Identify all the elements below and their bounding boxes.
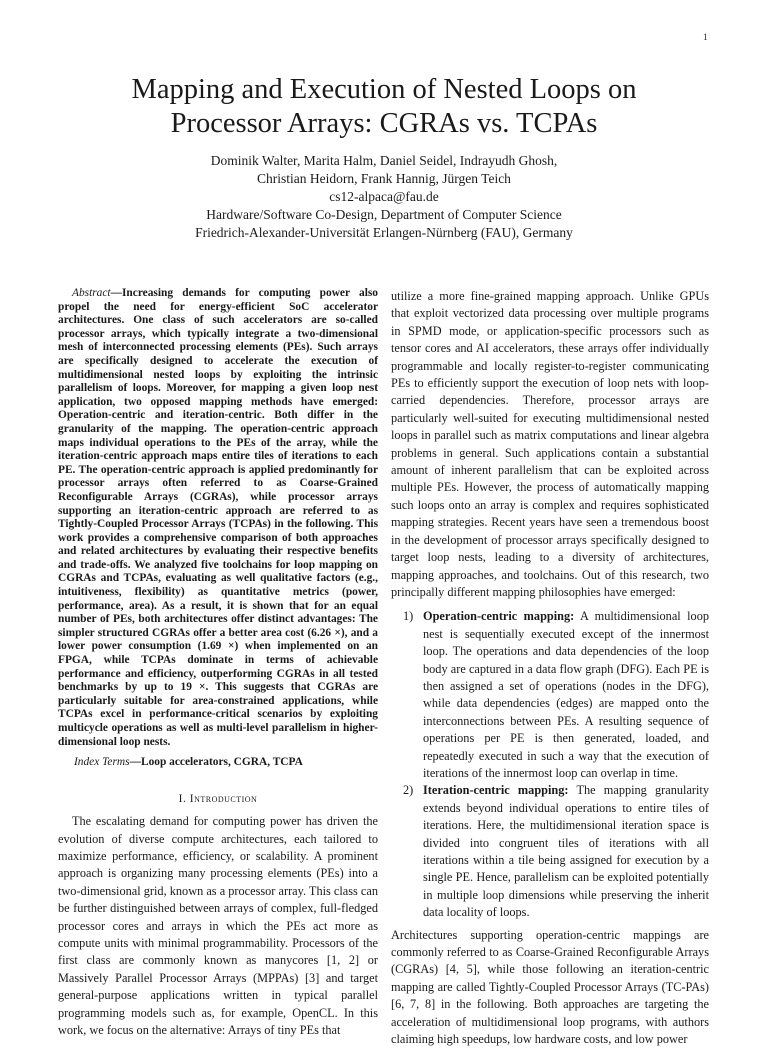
list-item-title: Iteration-centric mapping: <box>423 783 569 798</box>
title-line-2: Processor Arrays: CGRAs vs. TCPAs <box>170 108 598 139</box>
affiliation-line-1: Hardware/Software Co-Design, Department of Computer Science <box>206 207 562 222</box>
mapping-philosophies-list <box>391 608 709 921</box>
page-number: 1 <box>703 32 708 42</box>
paper-title <box>0 73 768 141</box>
list-item <box>391 608 709 782</box>
section-heading-introduction: I. Introduction <box>178 793 258 806</box>
index-terms <box>58 755 378 769</box>
index-terms-label: Index Terms <box>74 756 130 769</box>
abstract-text: —Increasing demands for computing power also propel the need for energy-efficient SoC accelerator architectures. One class of such accelerators are so-called processor arrays, which typically integrate a two-dimensional mesh of interconnected processing elements (PEs). Such arrays are specifically designed to accelerate the execution of multidimensional nested loops by exploiting the intrinsic parallelism of loops. Moreover, for mapping a given loop nest application, two opposed mapping methods have emerged: Operation-centric and iteration-centric. Both differ in the granularity of the mapping. The operation-centric approach maps individual operations to the PEs of the array, while the iteration-centric approach maps entire tiles of iterations to each PE. The operation-centric approach is applied predominantly for processor arrays often referred to as Coarse-Grained Reconfigurable Arrays (CGRAs), while processor arrays supporting an iteration-centric approach are referred to as Tightly-Coupled Processor Arrays (TCPAs) in the following. This work provides a comprehensive comparison of both approaches and related architectures by evaluating their respective benefits and trade-offs. We analyzed five toolchains for loop mapping on CGRAs and TCPAs, evaluating as well qualitative factors (e.g., intuitiveness, flexibility) as quantitative metrics (power, performance, area). As a result, it is shown that for an equal number of PEs, both architectures offer distinct advantages: The simpler structured CGRAs offer a better area cost (6.26 ×), and a lower power consumption (1.69 ×) when implemented on an FPGA, while TCPAs dominate in terms of achievable performance and efficiency, outperforming CGRAs in all tested benchmarks by up to 19 ×. This suggests that CGRAs are particularly suitable for area-constrained applications, while TCPAs excel in performance-critical scenarios by exploiting multicycle operations as well as multi-level parallelism in higher-dimensional loop nests. <box>58 287 378 748</box>
list-item-number: 1) <box>403 609 414 624</box>
left-column <box>58 287 378 1039</box>
title-line-1: Mapping and Execution of Nested Loops on <box>131 74 637 105</box>
index-terms-text: —Loop accelerators, CGRA, TCPA <box>129 756 303 769</box>
author-block <box>0 152 768 242</box>
author-email: cs12-alpaca@fau.de <box>329 189 439 204</box>
right-paragraph-1: utilize a more fine-grained mapping approach. Unlike GPUs that exploit vectorized data processing over multiple programs in SPMD mode, or application-specific processors such as tensor cores and AI accelerators, these arrays offer individually programmable and locally register-to-register communicating PEs to efficiently support the execution of loop nets with loop-carried dependencies. Therefore, processor arrays are particularly well-suited for executing multidimensional nested loops in parallel such as matrix computations and linear algebra problems in general. Such applications contain a substantial amount of inherent parallelism that can be exploited across multiple PEs. However, the process of automatically mapping such loops onto an array is complex and requires sophisticated mapping strategies. Recent years have seen a tremendous boost in the development of processor arrays specifically designed to target loop nests, leading to a diversity of architectures, mapping approaches, and toolchains. Out of this research, two principally different mapping philosophies have emerged: <box>391 289 709 599</box>
list-item-text: A multidimensional loop nest is sequentially executed except of the innermost loop. The operations and data dependencies of the loop body are captured in a data flow graph (DFG). Each PE is then assigned a set of operations (nodes in the DFG), while data dependencies (edges) are mapped onto the interconnections between PEs. A resulting sequence of operations per PE is then generated, loaded, and repeatedly executed in such a way that the execution of iterations of the innermost loop can overlap in time. <box>423 609 709 780</box>
introduction-paragraph: The escalating demand for computing power has driven the evolution of diverse compute architectures, each tailored to maximize performance, efficiency, or scalability. A prominent approach is organizing many processing elements (PEs) into a two-dimensional grid, known as a processor array. This class can be further distinguished between arrays of complex, full-fledged processor cores and arrays in which the PEs act more as compute units with minimal programmability. Processors of the first class are commonly known as manycores [1, 2] or Massively Parallel Processor Arrays (MPPAs) [3] and target general-purpose applications written in typical parallel programming models such as, for example, OpenCL. In this work, we focus on the alternative: Arrays of tiny PEs that <box>58 814 378 1038</box>
affiliation-line-2: Friedrich-Alexander-Universität Erlangen-Nürnberg (FAU), Germany <box>195 225 573 240</box>
author-names-line-2: Christian Heidorn, Frank Hannig, Jürgen Teich <box>257 171 511 186</box>
list-item-title: Operation-centric mapping: <box>423 609 575 624</box>
author-names-line-1: Dominik Walter, Marita Halm, Daniel Seidel, Indrayudh Ghosh, <box>210 153 558 168</box>
abstract-label: Abstract <box>72 287 111 299</box>
right-paragraph-2: Architectures supporting operation-centric mappings are commonly referred to as Coarse-Grained Reconfigurable Arrays (CGRAs) [4, 5], while those following an iteration-centric mapping are called Tightly-Coupled Processor Arrays (TC-PAs) [6, 7, 8] in the following. Both approaches are targeting the acceleration of multidimensional loop programs, with authors claiming high speedups, low hardware costs, and low power <box>391 927 709 1047</box>
list-item-text: The mapping granularity extends beyond individual operations to entire tiles of iterations. Here, the multidimensional iteration space is divided into congruent tiles of iterations with all iterations within a tile being assigned for execution by a single PE. Hence, parallelism can be exploited potentially in multiple loop dimensions while preserving the inherit data locality of loops. <box>423 783 709 920</box>
list-item-number: 2) <box>403 783 414 798</box>
right-column <box>391 288 709 1048</box>
list-item <box>391 782 709 921</box>
abstract <box>58 287 378 749</box>
